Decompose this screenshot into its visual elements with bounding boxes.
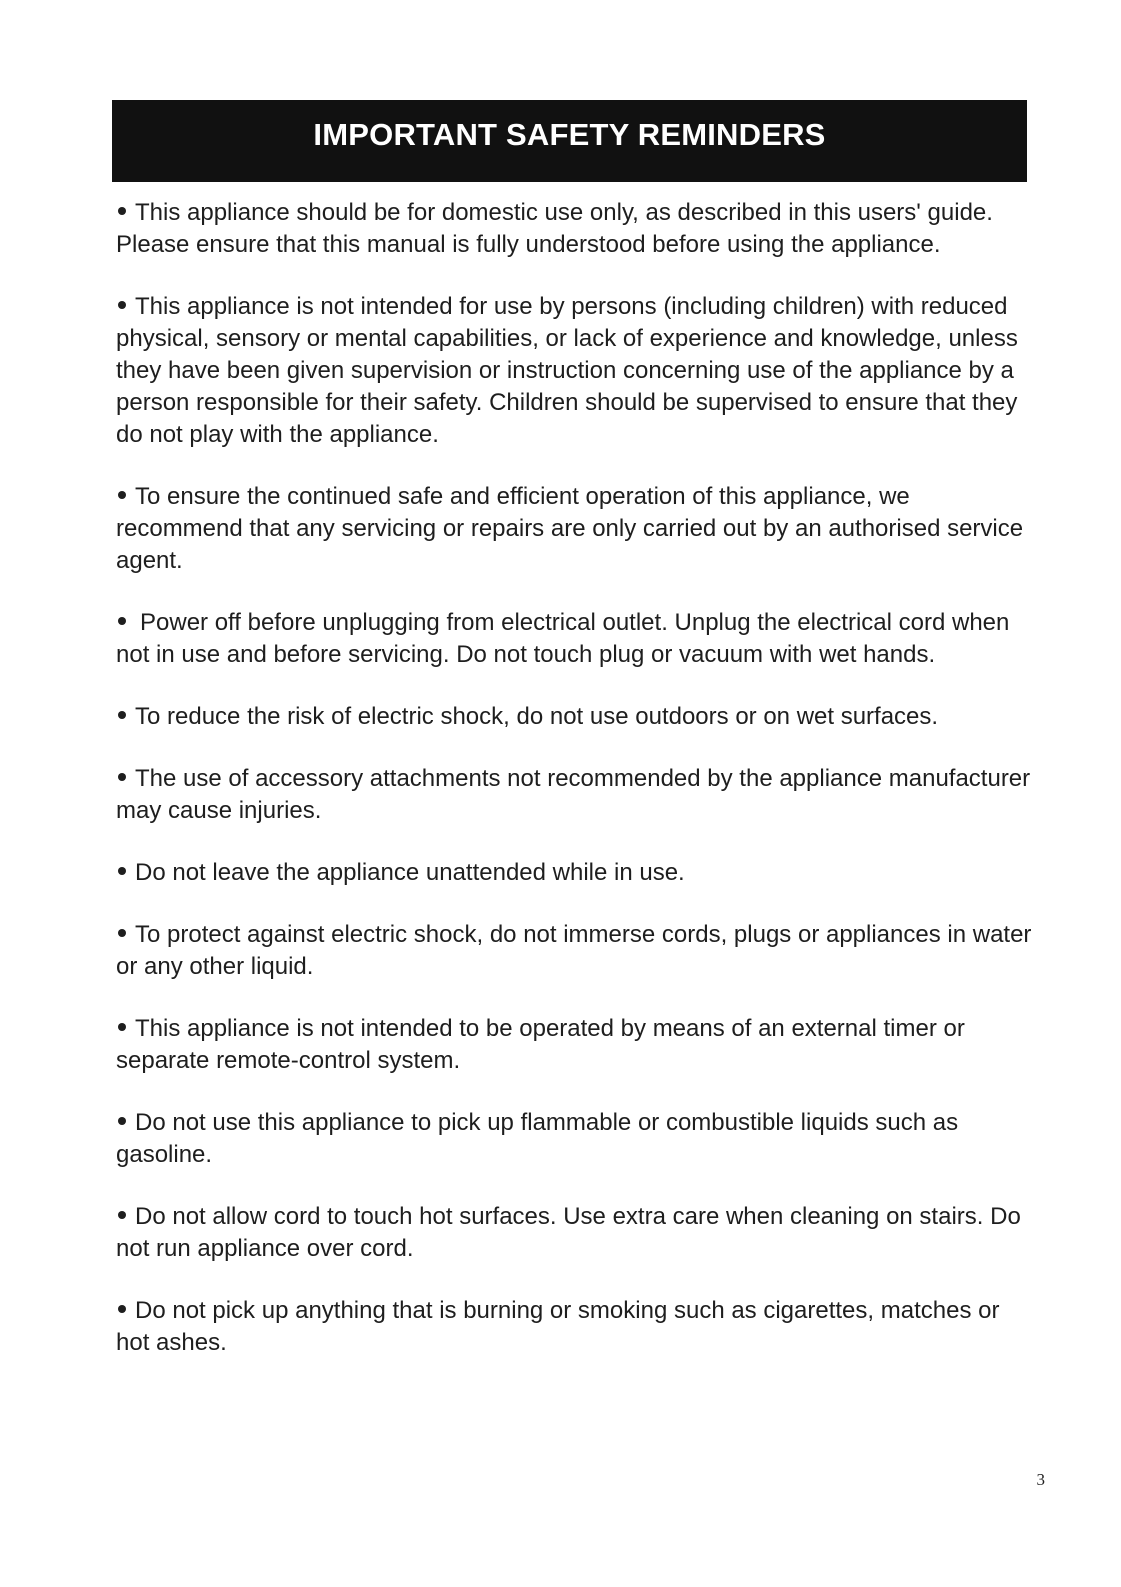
- bullet-icon: [118, 1117, 126, 1125]
- reminder-text: This appliance should be for domestic use only, as described in this users' guide. Please ensure that this manual is fully understood before using the appliance.: [116, 199, 993, 258]
- reminder-text: Do not pick up anything that is burning or smoking such as cigarettes, matches or hot ashes.: [116, 1297, 1000, 1356]
- list-item: [116, 481, 1036, 577]
- list-item: [116, 763, 1036, 827]
- list-item: [116, 919, 1036, 983]
- bullet-icon: [118, 1211, 126, 1219]
- reminder-text: Do not use this appliance to pick up flammable or combustible liquids such as gasoline.: [116, 1109, 959, 1168]
- bullet-icon: [118, 773, 126, 781]
- list-item: [116, 1201, 1036, 1265]
- bullet-icon: [118, 1023, 126, 1031]
- reminder-text: Do not allow cord to touch hot surfaces. Use extra care when cleaning on stairs. Do not run appliance over cord.: [116, 1203, 1021, 1262]
- title-banner: [112, 100, 1027, 182]
- reminder-text: To protect against electric shock, do not immerse cords, plugs or appliances in water or any other liquid.: [116, 921, 1032, 980]
- reminder-text: Do not leave the appliance unattended while in use.: [135, 859, 685, 886]
- list-item: [116, 1013, 1036, 1077]
- bullet-icon: [118, 301, 126, 309]
- page-title: IMPORTANT SAFETY REMINDERS: [313, 117, 826, 152]
- list-item: [116, 1107, 1036, 1171]
- bullet-icon: [118, 207, 126, 215]
- bullet-icon: [118, 711, 126, 719]
- list-item: [116, 1295, 1036, 1359]
- list-item: [116, 291, 1036, 451]
- list-item: [116, 701, 1036, 733]
- reminder-text: Power off before unplugging from electrical outlet. Unplug the electrical cord when not in use and before servicing. Do not touch plug or vacuum with wet hands.: [116, 609, 1010, 668]
- list-item: [116, 197, 1036, 261]
- reminder-text: This appliance is not intended for use by persons (including children) with reduced physical, sensory or mental capabilities, or lack of experience and knowledge, unless they have been given supervision or instruction concerning use of the appliance by a person responsible for their safety. Children should be supervised to ensure that they do not play with the appliance.: [116, 293, 1018, 448]
- reminder-text: To ensure the continued safe and efficient operation of this appliance, we recommend that any servicing or repairs are only carried out by an authorised service agent.: [116, 483, 1024, 574]
- safety-reminders-list: [116, 197, 1036, 1389]
- reminder-text: This appliance is not intended to be operated by means of an external timer or separate remote-control system.: [116, 1015, 965, 1074]
- bullet-icon: [118, 867, 126, 875]
- bullet-icon: [118, 929, 126, 937]
- bullet-icon: [118, 617, 126, 625]
- page-number: 3: [1036, 1470, 1045, 1489]
- list-item: [116, 857, 1036, 889]
- bullet-icon: [118, 1305, 126, 1313]
- reminder-text: The use of accessory attachments not recommended by the appliance manufacturer may cause injuries.: [116, 765, 1031, 824]
- list-item: [116, 607, 1036, 671]
- bullet-icon: [118, 491, 126, 499]
- reminder-text: To reduce the risk of electric shock, do not use outdoors or on wet surfaces.: [135, 703, 939, 730]
